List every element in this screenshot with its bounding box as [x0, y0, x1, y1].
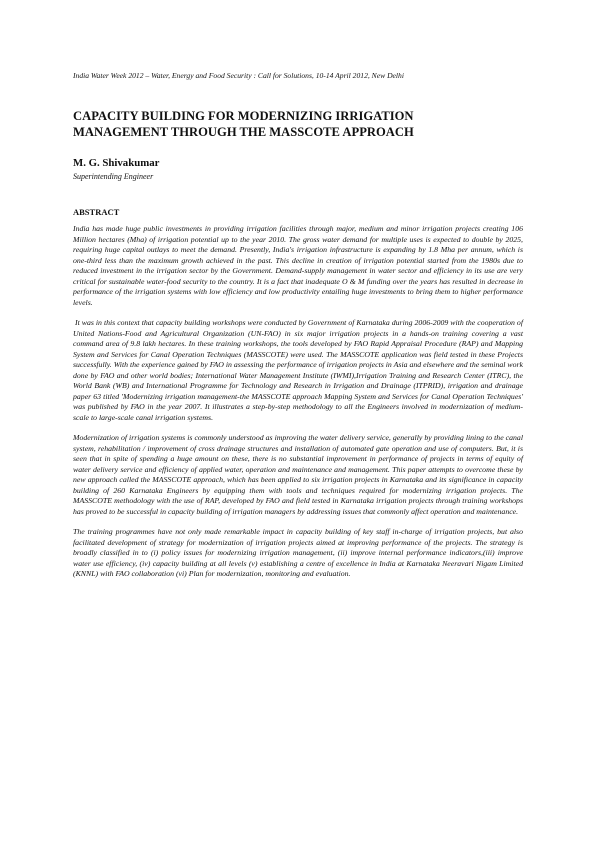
title-line-2: MANAGEMENT THROUGH THE MASSCOTE APPROACH — [73, 124, 414, 139]
abstract-paragraph-3: Modernization of irrigation systems is commonly understood as improving the water delivery service, generally by providing lining to the canal system, rehabilitation / improvement of cross drainage structures and installation of automated gate operation and use of computers. But, it is seen that in spite of spending a huge amount on these, there is no substantial improvement in performance of projects in terms of equity of water delivery service and efficiency of applied water, operation and maintenance and management. This paper attempts to overcome these by new approach called the MASSCOTE approach, which has been applied to six irrigation projects in Karnataka and its significance in capacity building of 260 Karnataka Engineers by equipping them with tools and techniques required for modernizing irrigation projects. The MASSCOTE methodology with the use of RAP, developed by FAO and field tested in Karnataka irrigation projects through training workshops has proved to be successful in capacity building of irrigation managers by addressing issues that commonly affect operation and maintenance. — [73, 433, 523, 516]
abstract-paragraph-4: The training programmes have not only made remarkable impact in capacity building of key staff in-charge of irrigation projects, but also facilitated development of strategy for modernization of irrigation projects aimed at improving performance of the projects. The strategy is broadly classified in to (i) policy issues for modernizing irrigation management, (ii) improve internal performance indicators,(iii) improve water use efficiency, (iv) capacity building at all levels (v) establishing a centre of excellence in India at Karnataka Neeravari Nigam Limited (KNNL) with FAO collaboration (vi) Plan for modernization, monitoring and evaluation. — [73, 527, 523, 578]
abstract-paragraph-2: It was in this context that capacity building workshops were conducted by Government of Karnataka during 2006-2009 with the cooperation of United Nations-Food and Agricultural Organization (UN-FAO) in six major irrigation projects in a hands-on training covering a vast command area of 9.8 lakh hectares. In these training workshops, the tools developed by FAO Rapid Appraisal Procedure (RAP) and Mapping System and Services for Canal Operation Techniques (MASSCOTE) were used. The MASSCOTE application was field tested in these Projects successfully. With the experience gained by FAO in assessing the performance of irrigation projects in Asia and elsewhere and the seminal work done by FAO and other world bodies; International Water Management Institute (IWMI),Irrigation Training and Research Center (ITRC), the World Bank (WB) and International Programme for Technology and Research in Irrigation and Drainage (ITPRID), irrigation and drainage paper 63 titled 'Modernizing irrigation management-the MASSCOTE approach Mapping System and Services for Canal Operation Techniques' was published by FAO in the year 2007. It illustrates a step-by-step methodology to all the Engineers involved in modernization of medium-scale to large-scale canal irrigation systems. — [73, 318, 525, 422]
author-name: M. G. Shivakumar — [73, 157, 160, 169]
title-line-1: CAPACITY BUILDING FOR MODERNIZING IRRIGATION — [73, 109, 414, 123]
running-head: India Water Week 2012 – Water, Energy and Food Security : Call for Solutions, 10-14 April 2012, New Delhi — [73, 71, 404, 80]
author-affiliation: Superintending Engineer — [73, 172, 154, 181]
abstract-body — [73, 224, 523, 590]
paper-title — [73, 109, 533, 140]
abstract-heading: ABSTRACT — [73, 207, 120, 217]
abstract-paragraph-1: India has made huge public investments in providing irrigation facilities through major, medium and minor irrigation projects creating 106 Million hectares (Mha) of irrigation potential up to the year 2010. The gross water demand for multiple uses is expected to double by 2025, requiring huge capital outlays to meet the demand. Presently, India's irrigation infrastructure is expanding by 1.8 Mha per annum, which is one-third less than the maximum growth achieved in the past. This decline in creation of irrigation potential started from the 1980s due to reduced investment in the irrigation sector by the Government. Demand-supply management in water sector and efficiency in its use are very critical for sustainable water-food security to the country. It is a fact that inadequate O & M funding over the years has resulted in decrease in performance of the irrigation systems with low efficiency and low productivity entailing huge investments to bring them to higher performance levels. — [73, 224, 523, 307]
